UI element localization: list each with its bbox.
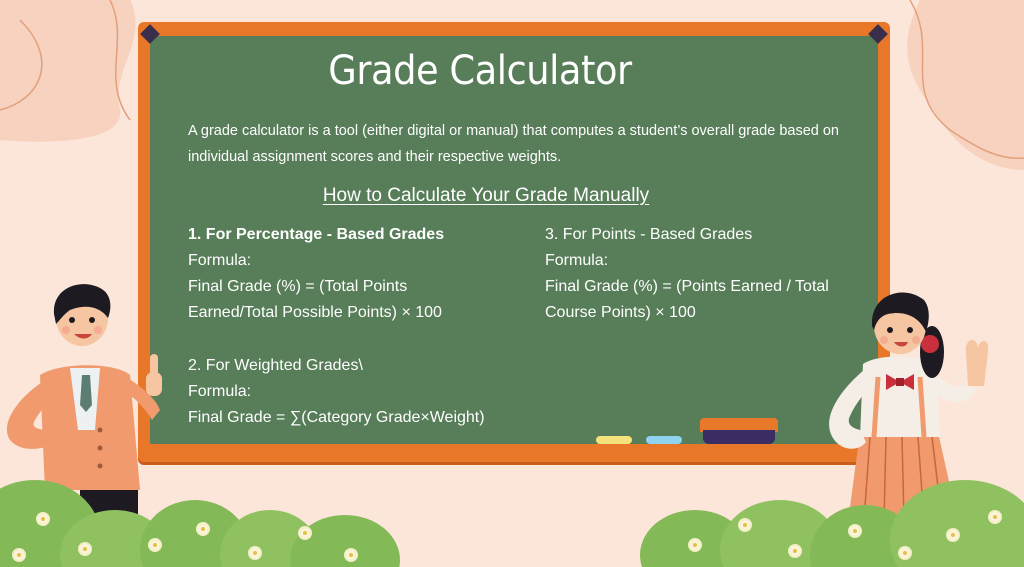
section-weighted xyxy=(188,353,528,431)
flower-icon xyxy=(14,550,24,560)
section-heading: 2. For Weighted Grades\ xyxy=(188,357,363,374)
subheading: How to Calculate Your Grade Manually xyxy=(322,185,650,206)
chalk-blue-icon xyxy=(646,436,682,444)
flower-icon xyxy=(198,524,208,534)
flower-icon xyxy=(850,526,860,536)
formula-text: Course Points) × 100 xyxy=(545,304,696,321)
flower-icon xyxy=(990,512,1000,522)
chalk-yellow-icon xyxy=(596,436,632,444)
flower-icon xyxy=(900,548,910,558)
page-title: Grade Calculator xyxy=(328,48,632,94)
flower-icon xyxy=(690,540,700,550)
section-heading: 1. For Percentage - Based Grades xyxy=(188,226,445,243)
eraser-base xyxy=(703,430,775,444)
formula-label: Formula: xyxy=(545,252,609,269)
formula-label: Formula: xyxy=(188,252,252,269)
flower-icon xyxy=(300,528,310,538)
description-text: A grade calculator is a tool (either digital or manual) that computes a student’s overall grade based on individual assignment scores and their respective weights. xyxy=(188,123,839,165)
flower-icon xyxy=(250,548,260,558)
flower-icon xyxy=(80,544,90,554)
section-points xyxy=(545,222,845,326)
flower-icon xyxy=(948,530,958,540)
formula-label: Formula: xyxy=(188,383,252,400)
background-blob-left xyxy=(0,0,160,150)
formula-text: Final Grade (%) = (Total Points xyxy=(188,278,408,295)
section-heading: 3. For Points - Based Grades xyxy=(545,226,753,243)
section-percentage xyxy=(188,222,518,326)
flower-icon xyxy=(38,514,48,524)
flower-icon xyxy=(346,550,356,560)
flower-icon xyxy=(740,520,750,530)
formula-text: Final Grade = ∑(Category Grade×Weight) xyxy=(188,409,485,426)
flower-icon xyxy=(790,546,800,556)
formula-text: Earned/Total Possible Points) × 100 xyxy=(188,304,442,321)
background-blob-right xyxy=(880,0,1024,180)
formula-text: Final Grade (%) = (Points Earned / Total xyxy=(545,278,829,295)
flower-icon xyxy=(150,540,160,550)
